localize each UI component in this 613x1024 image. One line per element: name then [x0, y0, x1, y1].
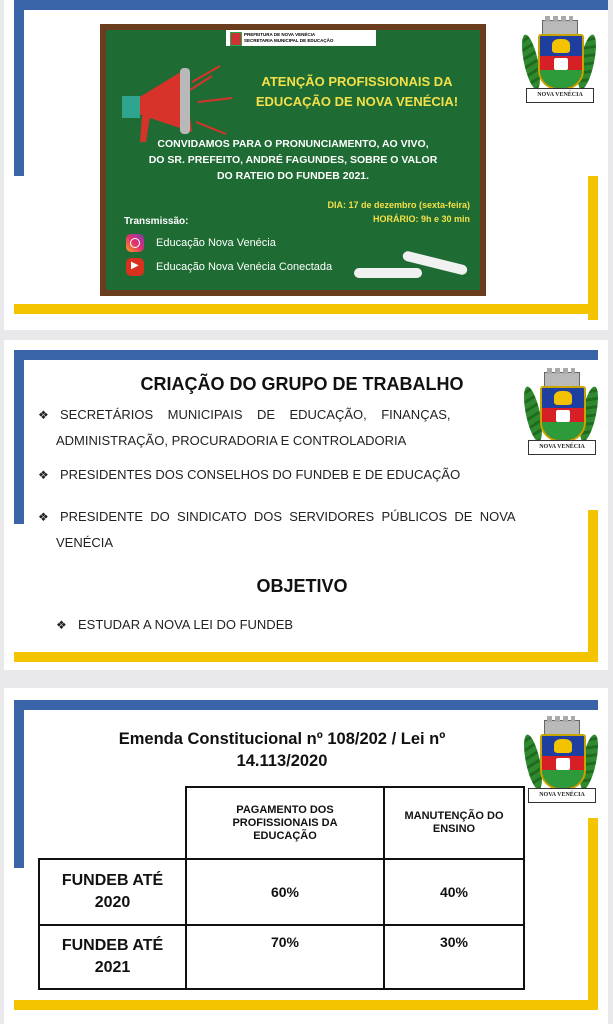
bullet-line: SECRETÁRIOS MUNICIPAIS DE EDUCAÇÃO, FINANÇAS, [60, 407, 451, 422]
title-line1: Emenda Constitucional nº 108/202 / Lei nº [118, 730, 446, 748]
title-line2: EDUCAÇÃO DE NOVA VENÉCIA! [255, 94, 459, 109]
yellow-bottom-bar [14, 1000, 598, 1010]
list-item [38, 504, 578, 556]
yellow-side-bar [588, 818, 598, 1008]
invite-line2: DO SR. PREFEITO, ANDRÉ FAGUNDES, SOBRE O VALOR [148, 154, 438, 166]
row-label-line: FUNDEB ATÉ [61, 937, 164, 954]
row-label-line: 2021 [94, 959, 131, 976]
header-line: PROFISSIONAIS DA [232, 816, 338, 829]
header-line: EDUCAÇÃO [253, 829, 317, 842]
list-item [38, 402, 528, 454]
row-label-line: 2020 [94, 894, 131, 911]
table-row [39, 859, 524, 925]
slide-working-group [4, 340, 608, 670]
table-row [39, 925, 524, 989]
bullet-marker: ❖ [38, 510, 49, 524]
youtube-icon [126, 258, 144, 276]
bullet-line: ADMINISTRAÇÃO, PROCURADORIA E CONTROLADORIA [56, 433, 407, 448]
table-cell: 70% [186, 925, 384, 989]
header-line2: SECRETARIA MUNICIPAL DE EDUCAÇÃO [244, 38, 334, 43]
crest-ribbon: NOVA VENÉCIA [528, 788, 596, 803]
column-header [186, 787, 384, 859]
header-line: PAGAMENTO DOS [236, 803, 334, 816]
list-item [38, 462, 578, 488]
table-cell: 40% [384, 859, 524, 925]
header-line: MANUTENÇÃO DO [404, 810, 504, 822]
bullet-line: VENÉCIA [56, 535, 114, 550]
column-header [384, 787, 524, 859]
event-date: DIA: 17 de dezembro (sexta-feira) [327, 200, 470, 210]
crest-ribbon: NOVA VENÉCIA [528, 440, 596, 455]
municipal-seal-icon [230, 32, 242, 46]
crest-ribbon: NOVA VENÉCIA [526, 88, 594, 103]
blue-top-bar [14, 350, 598, 360]
objective-item: ESTUDAR A NOVA LEI DO FUNDEB [78, 617, 294, 632]
transmission-label: Transmissão: [124, 216, 189, 227]
blue-top-bar [14, 0, 608, 10]
blue-side-bar [14, 0, 24, 176]
bullet-marker: ❖ [38, 408, 49, 422]
instagram-name: Educação Nova Venécia [156, 237, 276, 249]
flyer-title [232, 72, 480, 112]
yellow-bottom-bar [14, 304, 598, 314]
slide-invitation [4, 0, 608, 330]
coat-of-arms-icon [522, 20, 596, 104]
bullet-marker: ❖ [38, 468, 49, 482]
blue-side-bar [14, 700, 24, 868]
chalk-stick [354, 268, 422, 278]
table-corner [39, 787, 186, 859]
title-line1: ATENÇÃO PROFISSIONAIS DA [261, 74, 453, 89]
yellow-bottom-bar [14, 652, 598, 662]
header-line1: PREFEITURA DE NOVA VENÉCIA [244, 32, 316, 37]
row-label-line: FUNDEB ATÉ [61, 872, 164, 889]
header-line: ENSINO [432, 823, 476, 835]
blue-top-bar [14, 700, 598, 710]
slide-fundeb-table [4, 688, 608, 1024]
list-item [56, 612, 536, 638]
yellow-side-bar [588, 176, 598, 320]
slide-title [74, 728, 490, 772]
table-cell: 60% [186, 859, 384, 925]
invite-line1: CONVIDAMOS PARA O PRONUNCIAMENTO, AO VIVO, [157, 138, 429, 150]
row-header [39, 859, 186, 925]
table-cell: 30% [384, 925, 524, 989]
flyer-header [226, 30, 376, 46]
bullet-line: PRESIDENTE DO SINDICATO DOS SERVIDORES PÚBLICOS DE NOVA [60, 509, 516, 524]
row-header [39, 925, 186, 989]
slide-title: CRIAÇÃO DO GRUPO DE TRABALHO [140, 374, 464, 394]
coat-of-arms-icon [524, 720, 598, 804]
flyer-invitation [106, 136, 480, 184]
bullet-marker: ❖ [56, 618, 67, 632]
objective-title: OBJETIVO [256, 576, 348, 596]
youtube-name: Educação Nova Venécia Conectada [156, 261, 333, 273]
chalkboard-flyer [100, 24, 486, 296]
invite-line3: DO RATEIO DO FUNDEB 2021. [216, 170, 370, 182]
title-line2: 14.113/2020 [236, 752, 328, 770]
event-time: HORÁRIO: 9h e 30 min [372, 214, 470, 224]
instagram-icon [126, 234, 144, 252]
bullet-line: PRESIDENTES DOS CONSELHOS DO FUNDEB E DE EDUCAÇÃO [60, 467, 461, 482]
fundeb-table [38, 786, 525, 990]
